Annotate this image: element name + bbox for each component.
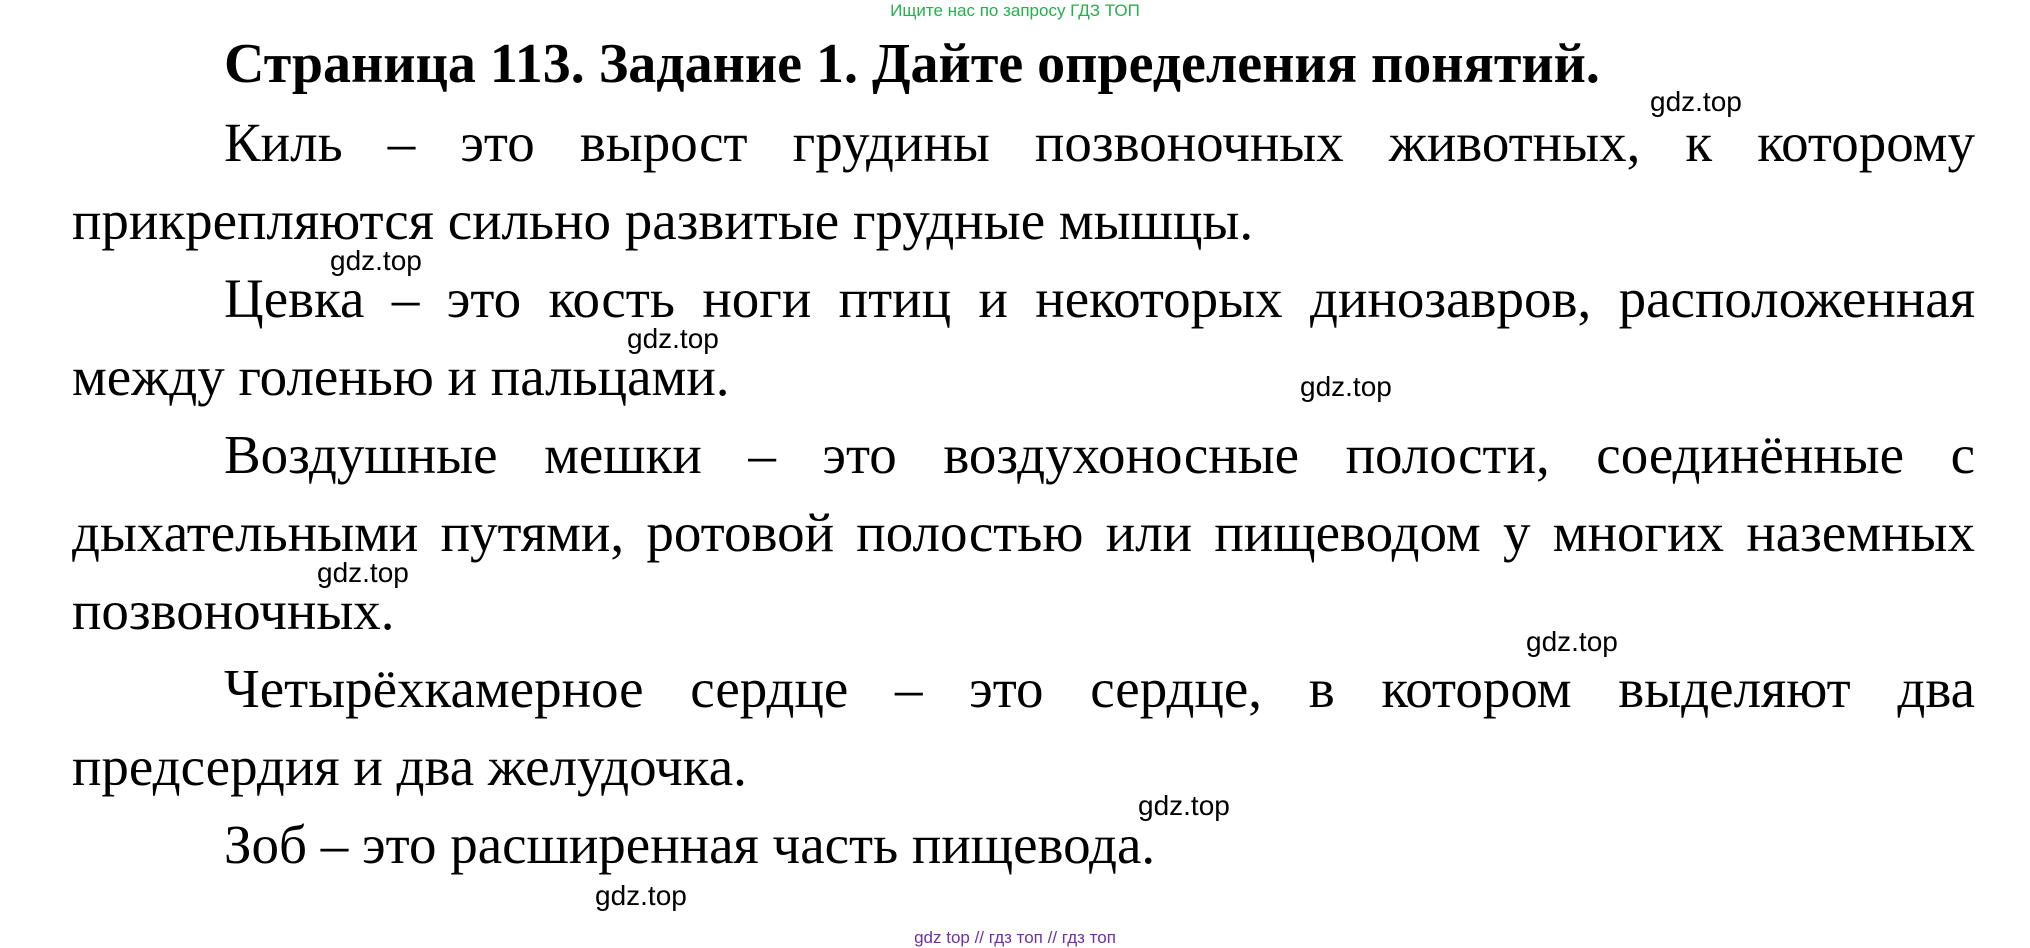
watermark: gdz.top: [1138, 790, 1230, 821]
top-banner: Ищите нас по запросу ГДЗ ТОП: [890, 1, 1140, 20]
watermark: gdz.top: [595, 880, 687, 911]
watermark: gdz.top: [330, 245, 422, 276]
watermark: gdz.top: [317, 557, 409, 588]
footer-watermark: gdz top // гдз топ // гдз топ: [914, 928, 1116, 947]
definition-keel: Киль – это вырост грудины позвоночных животных, к которому прикрепляются сильно развитые грудные мышцы.: [72, 112, 1975, 251]
definition-four-chambered-heart: Четырёхкамерное сердце – это сердце, в котором выделяют два предсердия и два желудочка.: [72, 658, 1975, 797]
watermark: gdz.top: [1526, 626, 1618, 657]
definition-air-sacs: Воздушные мешки – это воздухоносные полости, соединённые с дыхательными путями, ротовой полостью или пищеводом у многих наземных позвоночных.: [72, 424, 1975, 641]
page-title: Страница 113. Задание 1. Дайте определения понятий.: [224, 33, 1600, 95]
definition-tarsometatarsus: Цевка – это кость ноги птиц и некоторых динозавров, расположенная между голенью и пальцами.: [72, 268, 1975, 407]
definition-crop: Зоб – это расширенная часть пищевода.: [224, 814, 1156, 875]
watermark: gdz.top: [1650, 86, 1742, 117]
watermark: gdz.top: [1300, 371, 1392, 402]
watermark: gdz.top: [627, 323, 719, 354]
